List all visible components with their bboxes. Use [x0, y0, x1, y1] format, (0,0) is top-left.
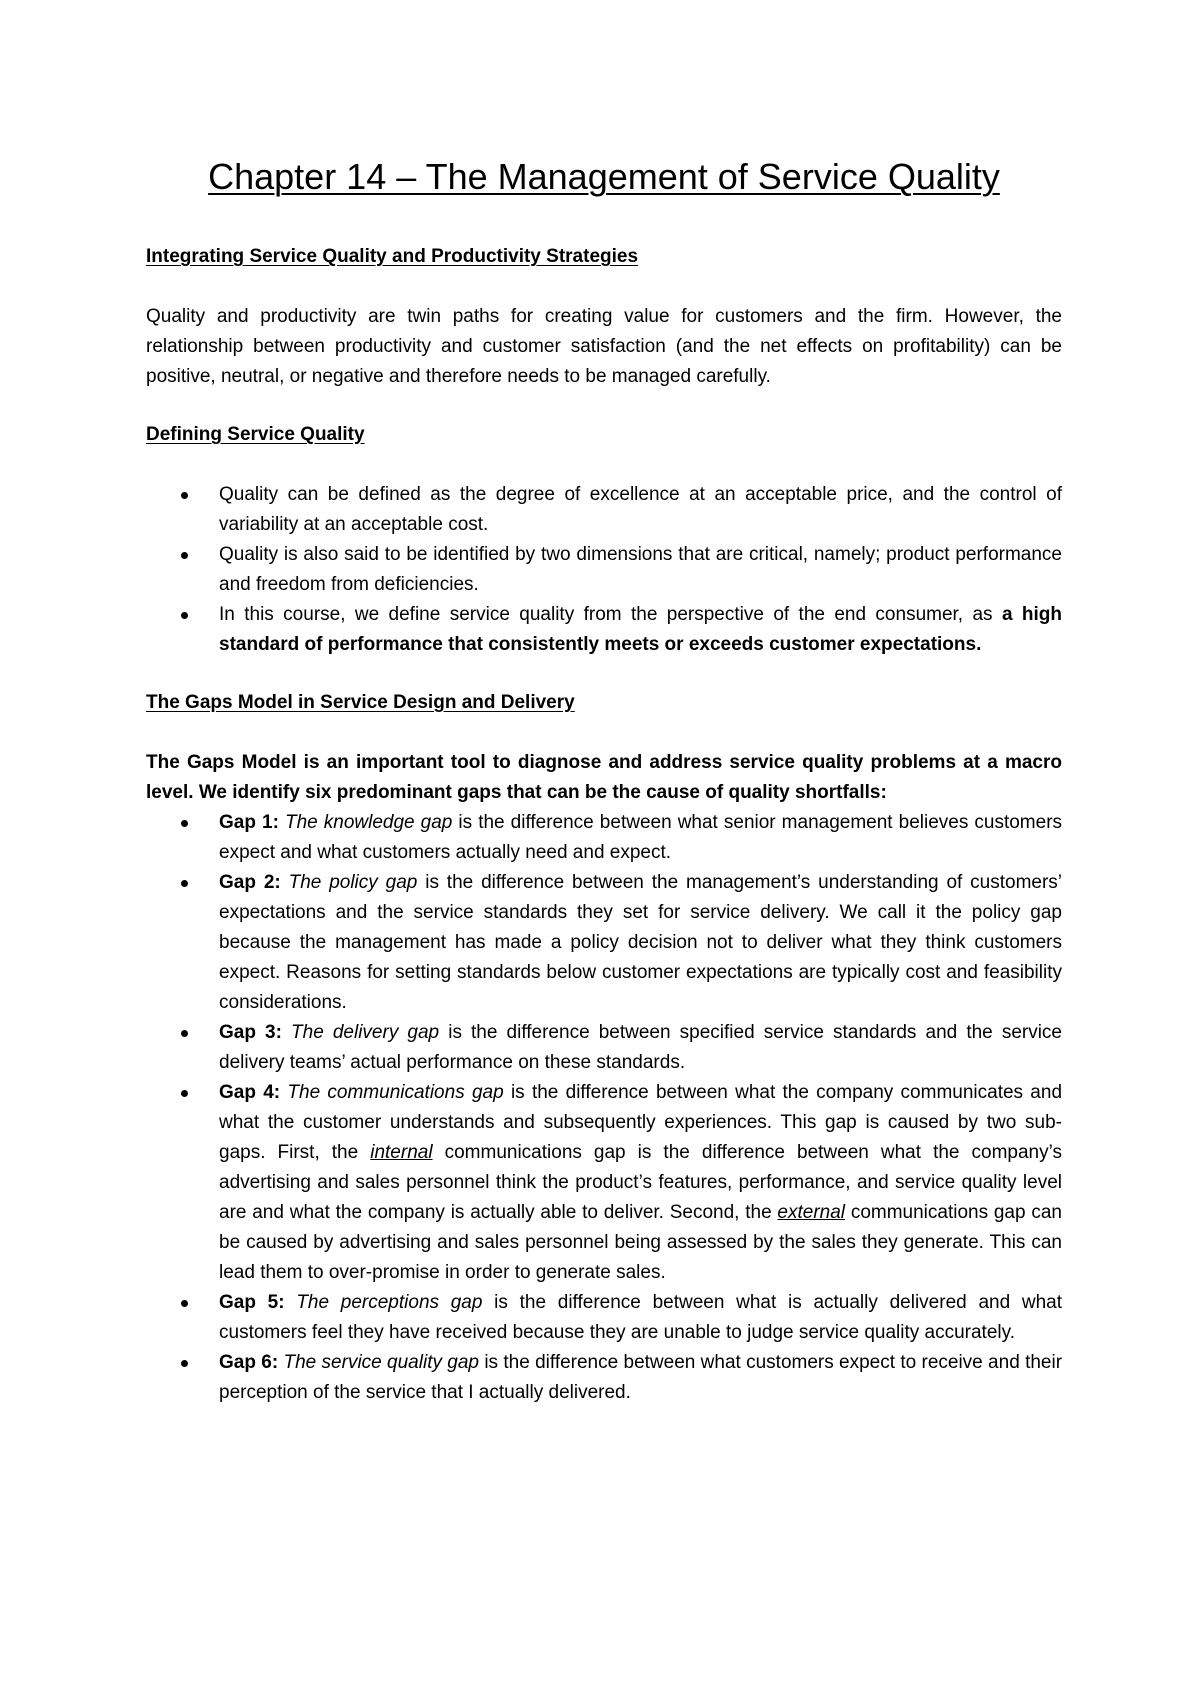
bullet-icon: [181, 1090, 188, 1097]
internal-term: internal: [370, 1142, 433, 1163]
section-heading-defining: Defining Service Quality: [146, 424, 365, 445]
bullet-icon: [181, 1360, 188, 1367]
gap-item-2: Gap 2: The policy gap is the difference between the management’s understanding of customers’ expectations and the service standards they set for service delivery. We call it the policy gap because the management has made a policy decision not to deliver what they think customers expect. Reasons for setting standards below customer expectations are typically cost and feasibility considerations.: [219, 868, 1062, 1018]
section-paragraph-integrating: Quality and productivity are twin paths for creating value for customers and the firm. However, the relationship between productivity and customer satisfaction (and the net effects on profitability) can be positive, neutral, or negative and therefore needs to be managed carefully.: [146, 306, 1062, 387]
gap-item-4: Gap 4: The communications gap is the difference between what the company communicates and what the customer understands and subsequently experiences. This gap is caused by two sub-gaps. First, the internal communications gap is the difference between what the company’s advertising and sales personnel think the product’s features, performance, and service quality level are and what the company is actually able to deliver. Second, the external communications gap can be caused by advertising and sales personnel being assessed by the sales they generate. This can lead them to over-promise in order to generate sales.: [219, 1078, 1062, 1288]
chapter-title: Chapter 14 – The Management of Service Quality: [208, 156, 1000, 197]
defining-bullet-list: [146, 480, 1062, 660]
bullet-icon: [181, 820, 188, 827]
bullet-icon: [181, 1300, 188, 1307]
list-item: In this course, we define service quality from the perspective of the end consumer, as a high standard of performance that consistently meets or exceeds customer expectations.: [219, 600, 1062, 660]
gap-item-1: Gap 1: The knowledge gap is the difference between what senior management believes customers expect and what customers actually need and expect.: [219, 808, 1062, 868]
gap-item-6: Gap 6: The service quality gap is the difference between what customers expect to receive and their perception of the service that I actually delivered.: [219, 1348, 1062, 1408]
bullet-icon: [181, 880, 188, 887]
bullet-icon: [181, 552, 188, 559]
section-heading-gaps-model: The Gaps Model in Service Design and Delivery: [146, 692, 575, 713]
section-heading-integrating: Integrating Service Quality and Productivity Strategies: [146, 246, 639, 267]
external-term: external: [777, 1202, 846, 1223]
gaps-bullet-list: [146, 808, 1062, 1408]
bullet-icon: [181, 1030, 188, 1037]
bullet-icon: [181, 612, 188, 619]
gap-item-5: Gap 5: The perceptions gap is the difference between what is actually delivered and what customers feel they have received because they are unable to judge service quality accurately.: [219, 1288, 1062, 1348]
gap-item-3: Gap 3: The delivery gap is the difference between specified service standards and the service delivery teams’ actual performance on these standards.: [219, 1018, 1062, 1078]
bullet-icon: [181, 492, 188, 499]
list-item: Quality is also said to be identified by two dimensions that are critical, namely; product performance and freedom from deficiencies.: [219, 540, 1062, 600]
gaps-intro: The Gaps Model is an important tool to diagnose and address service quality problems at a macro level. We identify six predominant gaps that can be the cause of quality shortfalls:: [146, 752, 1062, 803]
list-item: Quality can be defined as the degree of excellence at an acceptable price, and the control of variability at an acceptable cost.: [219, 480, 1062, 540]
